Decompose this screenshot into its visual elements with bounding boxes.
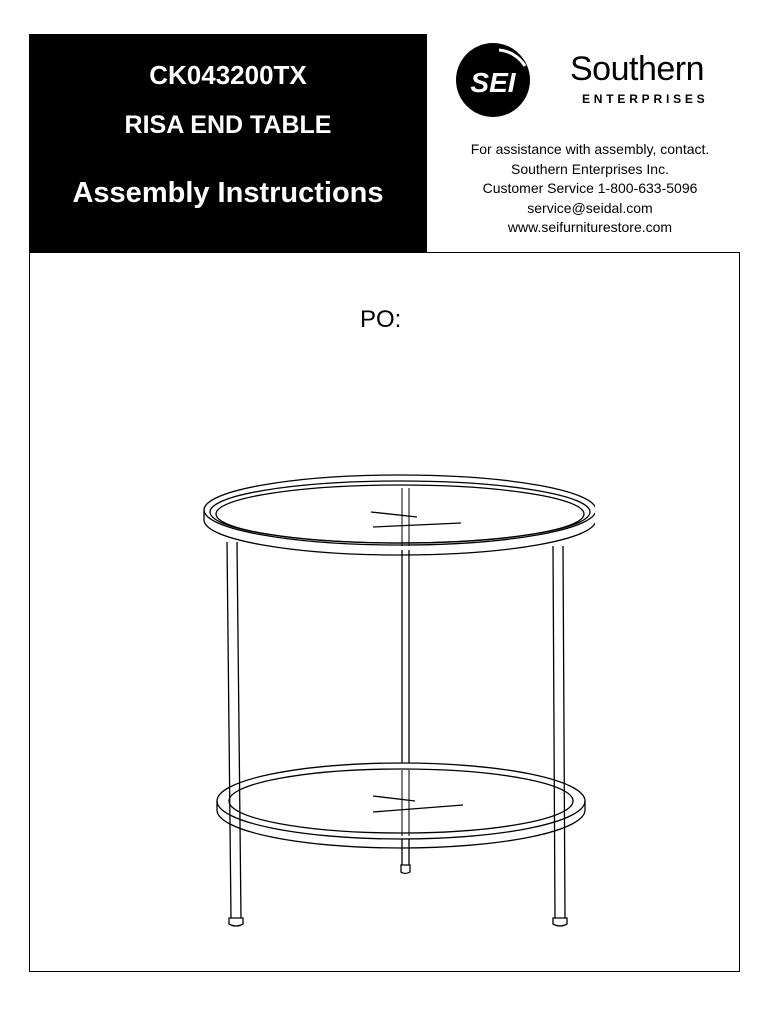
document-title: Assembly Instructions <box>72 177 384 209</box>
contact-email: service@seidal.com <box>527 199 653 216</box>
contact-company: Southern Enterprises Inc. <box>511 160 669 177</box>
product-name: RISA END TABLE <box>124 111 332 139</box>
contact-line: For assistance with assembly, contact. <box>470 141 710 157</box>
contact-phone: Customer Service 1-800-633-5096 <box>482 180 698 196</box>
title-block <box>29 34 427 252</box>
company-logo <box>453 40 733 120</box>
contact-info <box>440 140 740 238</box>
end-table-illustration <box>195 470 595 930</box>
contact-website: www.seifurniturestore.com <box>507 219 673 235</box>
logo-company-name: Southern <box>570 50 704 88</box>
sei-logo-icon <box>453 40 533 120</box>
logo-company-sub: ENTERPRISES <box>582 92 709 106</box>
logo-mark-text: SEI <box>470 67 516 98</box>
model-code: CK043200TX <box>149 60 307 90</box>
po-label: PO: <box>360 306 402 333</box>
